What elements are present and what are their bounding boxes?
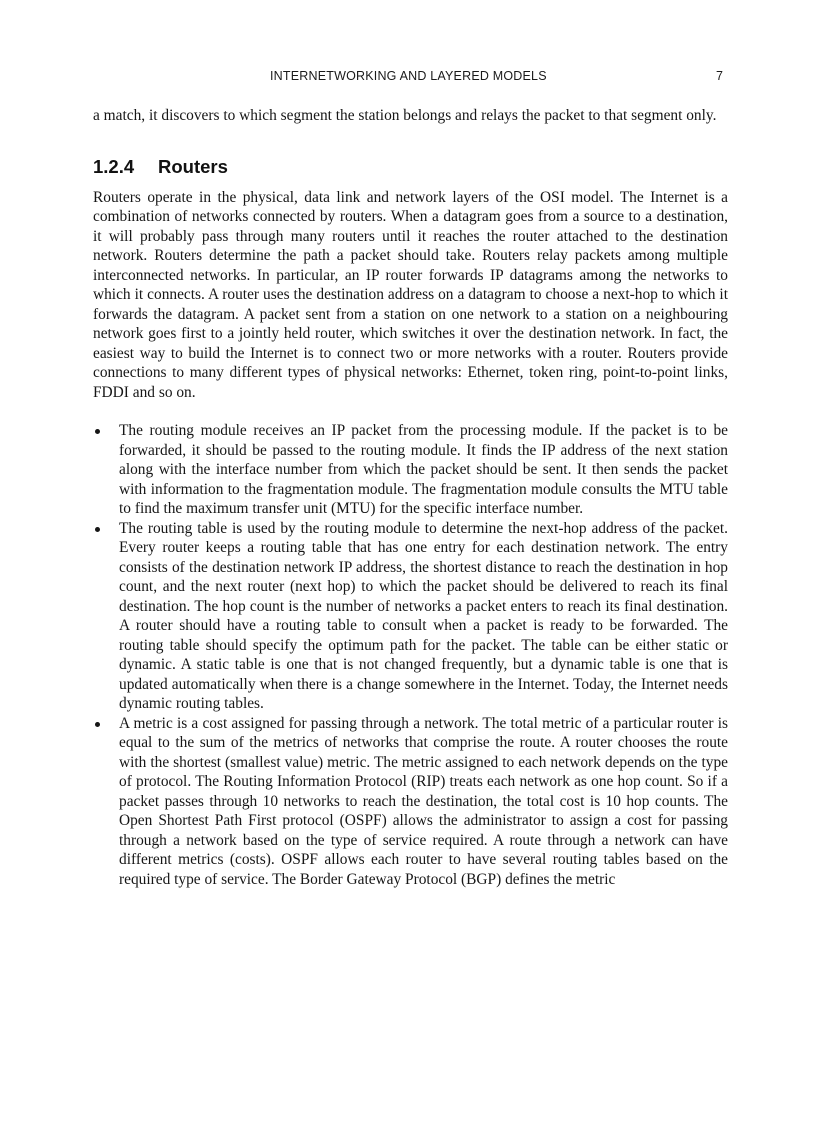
intro-paragraph: Routers operate in the physical, data link and network layers of the OSI model. The Internet is a combination of networks connected by routers. When a datagram goes from a source to a destination, it will probably pass through many routers until it reaches the router attached to the destination network. Routers determine the path a packet should take. Routers relay packets among multiple interconnected networks. In particular, an IP router forwards IP datagrams among the networks to which it connects. A router uses the destination address on a datagram to choose a next-hop to which it forwards the datagram. A packet sent from a station on one network to a station on a neighbouring network goes first to a jointly held router, which switches it over the destination network. In fact, the easiest way to build the Internet is to connect two or more networks with a router. Routers provide connections to many different types of physical networks: Ethernet, token ring, point-to-point links, FDDI and so on.	[93, 188, 728, 401]
section-heading	[93, 155, 728, 179]
section-title: Routers	[158, 155, 228, 177]
page-number: 7	[716, 69, 724, 83]
bullet-list	[93, 421, 728, 889]
list-item-text: The routing table is used by the routing module to determine the next-hop address of the packet. Every router keeps a routing table that has one entry for each destination network. The entry consists of the destination network IP address, the shortest distance to reach the destination in hop count, and the next router (next hop) to which the packet should be delivered to reach its final destination. The hop count is the number of networks a packet enters to reach its final destination. A router should have a routing table to consult when a packet is ready to be forwarded. The routing table should specify the optimum path for the packet. The table can be either static or dynamic. A static table is one that is not changed frequently, but a dynamic table is one that is updated automatically when there is a change somewhere in the Internet. Today, the Internet needs dynamic routing tables.	[119, 519, 728, 712]
bullet-icon	[95, 429, 100, 434]
list-item	[93, 714, 728, 890]
list-item	[93, 519, 728, 714]
running-title: INTERNETWORKING AND LAYERED MODELS	[270, 69, 547, 83]
bullet-icon	[95, 722, 100, 727]
page-body	[93, 106, 728, 889]
bullet-icon	[95, 527, 100, 532]
list-item-text: The routing module receives an IP packet from the processing module. If the packet is to be forwarded, it should be passed to the routing module. It finds the IP address of the next station along with the interface number from which the packet should be sent. It then sends the packet with information to the fragmentation module. The fragmentation module consults the MTU table to find the maximum transfer unit (MTU) for the specific interface number.	[119, 422, 728, 517]
list-item-text: A metric is a cost assigned for passing through a network. The total metric of a particular router is equal to the sum of the metrics of networks that comprise the route. A router chooses the route with the shortest (smallest value) metric. The metric assigned to each network depends on the type of protocol. The Routing Information Protocol (RIP) treats each network as one hop count. So if a packet passes through 10 networks to reach the destination, the total cost is 10 hop counts. The Open Shortest Path First protocol (OSPF) allows the administrator to assign a cost for passing through a network based on the type of service required. A route through a network can have different metrics (costs). OSPF allows each router to have several routing tables based on the required type of service. The Border Gateway Protocol (BGP) defines the metric	[119, 714, 728, 888]
section-number: 1.2.4	[93, 155, 135, 177]
list-item	[93, 421, 728, 519]
continuation-paragraph: a match, it discovers to which segment the station belongs and relays the packet to that segment only.	[93, 107, 717, 124]
